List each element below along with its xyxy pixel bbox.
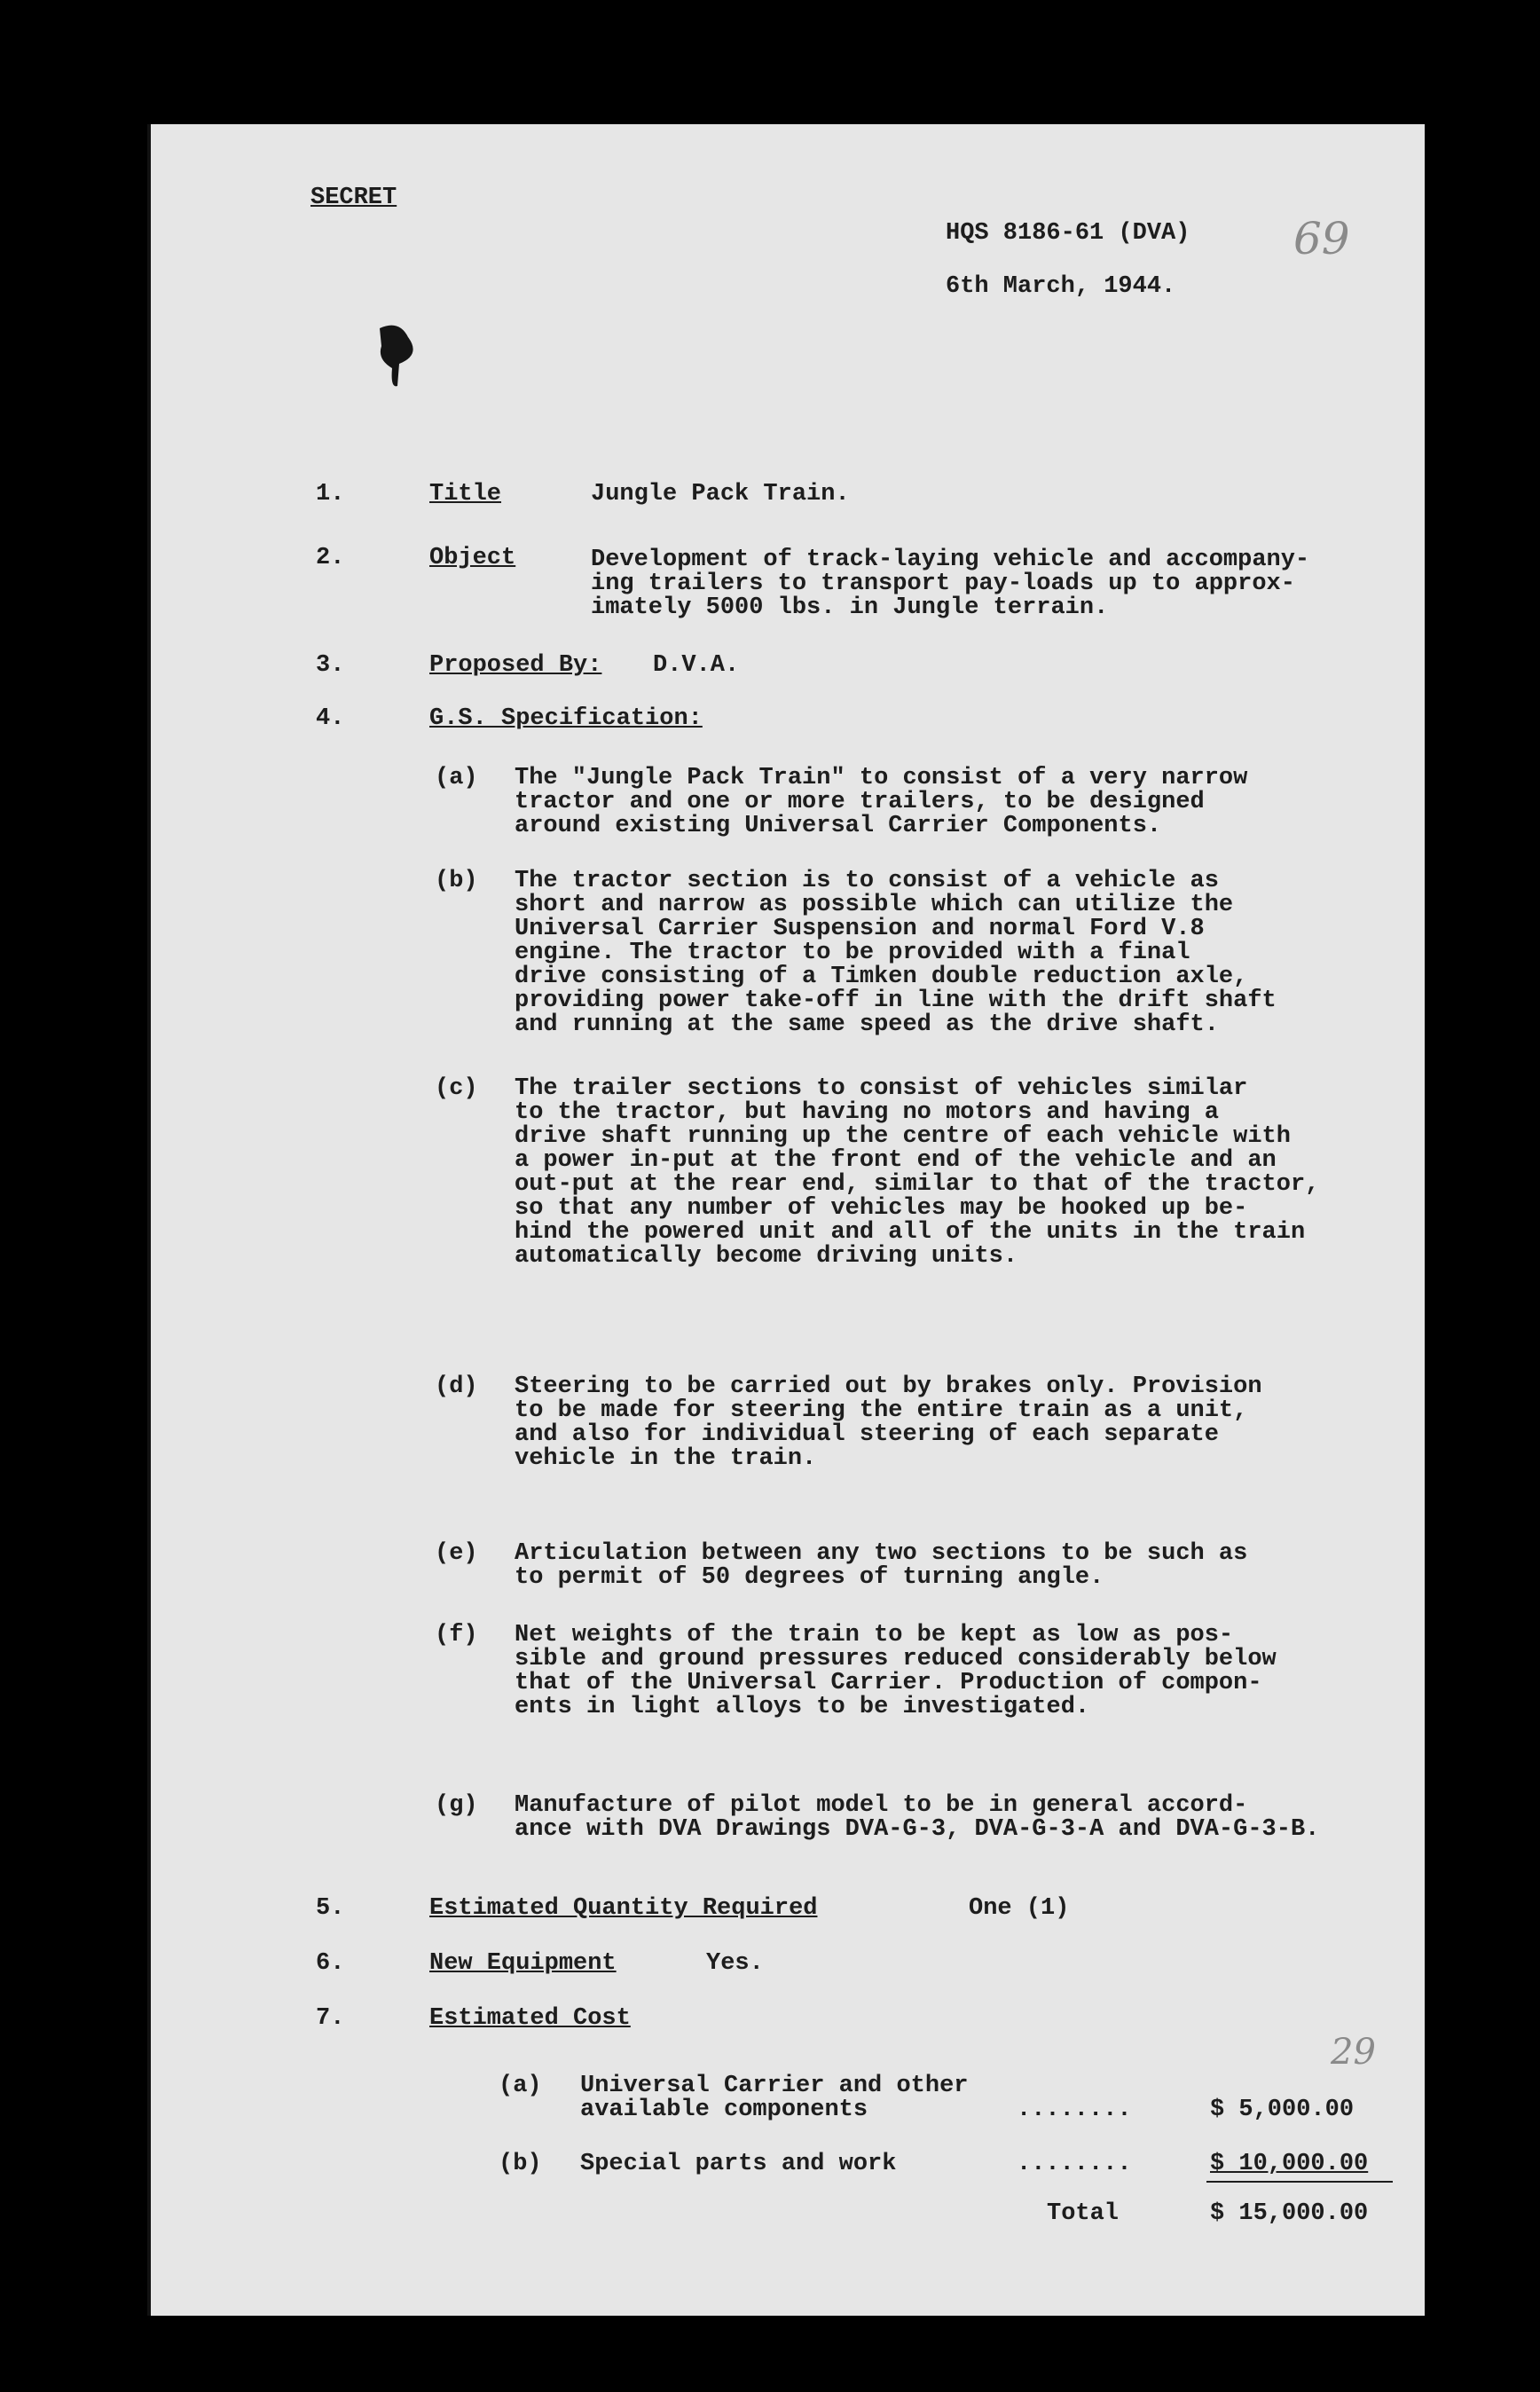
item-number: 6. bbox=[316, 1950, 345, 1977]
cost-dots: ........ bbox=[1017, 2151, 1132, 2177]
spec-f-line: Net weights of the train to be kept as low as pos- bbox=[515, 1622, 1234, 1648]
item-number: 3. bbox=[316, 652, 345, 679]
spec-a-line: tractor and one or more trailers, to be designed bbox=[515, 789, 1205, 815]
spec-c-line: drive shaft running up the centre of each vehicle with bbox=[515, 1123, 1291, 1150]
object-line: ing trailers to transport pay-loads up to approx- bbox=[591, 570, 1295, 597]
spec-c-line: hind the powered unit and all of the units in the train bbox=[515, 1219, 1306, 1246]
estimated-cost-label: Estimated Cost bbox=[429, 2005, 631, 2032]
cost-a-line: Universal Carrier and other bbox=[580, 2073, 969, 2099]
spec-b-line: The tractor section is to consist of a vehicle as bbox=[515, 868, 1219, 894]
item-number: 2. bbox=[316, 545, 345, 571]
spec-d-line: to be made for steering the entire train as a unit, bbox=[515, 1397, 1248, 1424]
spec-key: (g) bbox=[435, 1792, 478, 1819]
item-number: 4. bbox=[316, 705, 345, 732]
item-number: 5. bbox=[316, 1895, 345, 1922]
document-date: 6th March, 1944. bbox=[946, 273, 1176, 300]
quantity-label: Estimated Quantity Required bbox=[429, 1895, 818, 1922]
cost-b-amount: $ 10,000.00 bbox=[1210, 2151, 1369, 2177]
spec-c-line: out-put at the rear end, similar to that of the tractor, bbox=[515, 1171, 1320, 1198]
spec-key: (f) bbox=[435, 1622, 478, 1648]
spec-f-line: that of the Universal Carrier. Production of compon- bbox=[515, 1670, 1262, 1696]
spec-b-line: and running at the same speed as the drive shaft. bbox=[515, 1011, 1219, 1038]
total-label: Total bbox=[1047, 2200, 1120, 2227]
cost-b-label: Special parts and work bbox=[580, 2151, 897, 2177]
spec-b-line: providing power take-off in line with the drift shaft bbox=[515, 987, 1277, 1014]
spec-d-line: Steering to be carried out by brakes only. Provision bbox=[515, 1373, 1262, 1400]
new-equipment-value: Yes. bbox=[706, 1950, 764, 1977]
spec-key: (a) bbox=[435, 765, 478, 791]
specification-label: G.S. Specification: bbox=[429, 705, 703, 732]
document-page bbox=[147, 124, 1425, 2316]
object-line: imately 5000 lbs. in Jungle terrain. bbox=[591, 594, 1109, 621]
spec-g-line: ance with DVA Drawings DVA-G-3, DVA-G-3-A and DVA-G-3-B. bbox=[515, 1816, 1320, 1843]
spec-f-line: ents in light alloys to be investigated. bbox=[515, 1694, 1090, 1720]
spec-g-line: Manufacture of pilot model to be in general accord- bbox=[515, 1792, 1248, 1819]
spec-b-line: engine. The tractor to be provided with a final bbox=[515, 940, 1190, 966]
item-number: 1. bbox=[316, 481, 345, 508]
spec-c-line: so that any number of vehicles may be hooked up be- bbox=[515, 1195, 1248, 1222]
item-number: 7. bbox=[316, 2005, 345, 2032]
object-line: Development of track-laying vehicle and accompany- bbox=[591, 547, 1310, 573]
object-label: Object bbox=[429, 545, 516, 571]
cost-a-amount: $ 5,000.00 bbox=[1210, 2097, 1355, 2123]
reference-number: HQS 8186-61 (DVA) bbox=[946, 220, 1190, 247]
spec-f-line: sible and ground pressures reduced considerably below bbox=[515, 1646, 1277, 1672]
spec-c-line: a power in-put at the front end of the vehicle and an bbox=[515, 1147, 1277, 1174]
spec-d-line: vehicle in the train. bbox=[515, 1445, 817, 1472]
spec-e-line: Articulation between any two sections to be such as bbox=[515, 1540, 1248, 1567]
proposed-by-value: D.V.A. bbox=[653, 652, 740, 679]
quantity-value: One (1) bbox=[969, 1895, 1070, 1922]
cost-key: (a) bbox=[499, 2073, 542, 2099]
ink-blot-mark bbox=[373, 319, 426, 390]
spec-key: (c) bbox=[435, 1075, 478, 1102]
spec-c-line: The trailer sections to consist of vehicles similar bbox=[515, 1075, 1248, 1102]
proposed-by-label: Proposed By: bbox=[429, 652, 602, 679]
spec-d-line: and also for individual steering of each separate bbox=[515, 1421, 1219, 1448]
spec-a-line: around existing Universal Carrier Components. bbox=[515, 813, 1162, 839]
total-amount: $ 15,000.00 bbox=[1210, 2200, 1369, 2227]
spec-b-line: drive consisting of a Timken double reduction axle, bbox=[515, 964, 1248, 990]
cost-key: (b) bbox=[499, 2151, 542, 2177]
cost-dots: ........ bbox=[1017, 2097, 1132, 2123]
new-equipment-label: New Equipment bbox=[429, 1950, 617, 1977]
spec-c-line: automatically become driving units. bbox=[515, 1243, 1018, 1270]
spec-b-line: Universal Carrier Suspension and normal Ford V.8 bbox=[515, 916, 1205, 942]
total-rule bbox=[1206, 2181, 1393, 2183]
spec-b-line: short and narrow as possible which can utilize the bbox=[515, 892, 1234, 918]
spec-key: (e) bbox=[435, 1540, 478, 1567]
cost-a-line: available components bbox=[580, 2097, 868, 2123]
spec-key: (d) bbox=[435, 1373, 478, 1400]
title-label: Title bbox=[429, 481, 502, 508]
spec-e-line: to permit of 50 degrees of turning angle. bbox=[515, 1564, 1104, 1591]
title-value: Jungle Pack Train. bbox=[591, 481, 850, 508]
spec-key: (b) bbox=[435, 868, 478, 894]
handwritten-margin-note: 69 bbox=[1293, 213, 1350, 264]
handwritten-page-number: 29 bbox=[1331, 2032, 1376, 2073]
classification-label: SECRET bbox=[310, 185, 397, 211]
spec-a-line: The "Jungle Pack Train" to consist of a very narrow bbox=[515, 765, 1248, 791]
spec-c-line: to the tractor, but having no motors and having a bbox=[515, 1099, 1219, 1126]
